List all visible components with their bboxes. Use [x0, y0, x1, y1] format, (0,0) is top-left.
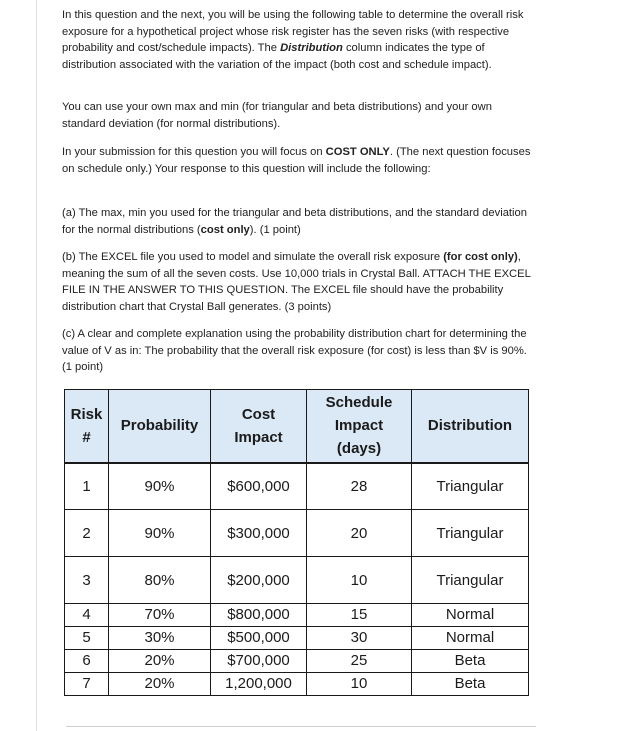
- intro-paragraph: [62, 7, 532, 73]
- cell-risk: 5: [65, 627, 109, 650]
- distribution-emphasis: Distribution: [280, 42, 343, 54]
- cell-risk: 4: [65, 604, 109, 627]
- cell-risk: 2: [65, 510, 109, 557]
- cell-distribution: Triangular: [412, 463, 529, 510]
- own-parameters-text: You can use your own max and min (for triangular and beta distributions) and your own standard deviation (for normal distributions).: [62, 101, 492, 130]
- header-cost-impact: [211, 390, 307, 463]
- cell-distribution: Normal: [412, 604, 529, 627]
- cell-risk: 7: [65, 673, 109, 696]
- cell-cost: $500,000: [211, 627, 307, 650]
- table-row: [65, 604, 529, 627]
- table-row: [65, 650, 529, 673]
- cell-distribution: Beta: [412, 673, 529, 696]
- header-cost-line1: Cost: [241, 405, 276, 423]
- cell-schedule: 10: [307, 673, 412, 696]
- item-c-text: (c) A clear and complete explanation using the probability distribution chart for determining the value of V as in: The probability that the overall risk exposure (for cost) is less than $V is 90%. (1 point): [62, 328, 527, 373]
- item-a-points: ). (1 point): [249, 223, 301, 236]
- intro-text-end: column indicates the type of distribution associated with the variation of the impact (both cost and schedule impact).: [62, 42, 492, 71]
- cell-distribution: Triangular: [412, 510, 529, 557]
- item-b-emphasis: (for cost only): [443, 251, 518, 263]
- header-schedule-line3: (days): [336, 440, 382, 458]
- cell-schedule: 15: [307, 604, 412, 627]
- table-row: [65, 463, 529, 510]
- focus-text-end: . (The next question focuses on schedule only.) Your response to this question will include the following:: [62, 146, 531, 175]
- table-header-row: [65, 390, 529, 463]
- table-row: [65, 510, 529, 557]
- cell-probability: 30%: [109, 627, 211, 650]
- header-schedule-line1: Schedule: [325, 394, 393, 412]
- item-a-paragraph: [62, 205, 532, 238]
- cell-distribution: Normal: [412, 627, 529, 650]
- cost-only-emphasis: COST ONLY: [325, 146, 390, 158]
- cell-cost: $600,000: [211, 463, 307, 510]
- cell-cost: $300,000: [211, 510, 307, 557]
- cell-schedule: 28: [307, 463, 412, 510]
- cell-risk: 6: [65, 650, 109, 673]
- cell-schedule: 20: [307, 510, 412, 557]
- item-a-emphasis: cost only: [200, 223, 250, 236]
- header-probability: Probability: [109, 390, 211, 463]
- submission-focus-paragraph: [62, 144, 532, 177]
- header-schedule-line2: Impact: [334, 417, 384, 435]
- item-b-paragraph: [62, 249, 532, 315]
- table-row: [65, 673, 529, 696]
- cell-cost: $700,000: [211, 650, 307, 673]
- focus-text: In your submission for this question you will focus on: [62, 146, 326, 158]
- cell-schedule: 25: [307, 650, 412, 673]
- cell-risk: 3: [65, 557, 109, 604]
- header-cost-line2: Impact: [234, 428, 283, 446]
- item-b-text: (b) The EXCEL file you used to model and simulate the overall risk exposure: [62, 251, 444, 263]
- risk-register-table: [64, 389, 529, 696]
- cell-risk: 1: [65, 463, 109, 510]
- header-risk: [65, 390, 109, 463]
- cell-probability: 90%: [109, 463, 211, 510]
- cell-probability: 70%: [109, 604, 211, 627]
- cell-schedule: 30: [307, 627, 412, 650]
- cell-probability: 80%: [109, 557, 211, 604]
- cell-cost: $200,000: [211, 557, 307, 604]
- header-risk-line2: #: [82, 428, 91, 446]
- cell-probability: 20%: [109, 673, 211, 696]
- header-risk-line1: Risk: [70, 405, 103, 423]
- cell-schedule: 10: [307, 557, 412, 604]
- header-distribution: Distribution: [412, 390, 529, 463]
- item-c-paragraph: [62, 326, 532, 376]
- table-row: [65, 557, 529, 604]
- table-row: [65, 627, 529, 650]
- cell-cost: 1,200,000: [211, 673, 307, 696]
- own-parameters-paragraph: [62, 99, 532, 132]
- item-b-text-end: , meaning the sum of all the seven costs. Use 10,000 trials in Crystal Ball. ATTACH THE EXCEL FILE IN THE ANSWER TO THIS QUESTION. The EXCEL file should have the probability distribution chart that Crystal Ball generates. (3 points): [62, 251, 531, 313]
- cell-distribution: Triangular: [412, 557, 529, 604]
- cell-distribution: Beta: [412, 650, 529, 673]
- left-margin-rule: [36, 0, 37, 731]
- bottom-divider: [66, 726, 536, 727]
- cell-probability: 20%: [109, 650, 211, 673]
- item-a-text: (a) The max, min you used for the triangular and beta distributions, and the standard deviation for the normal distributions (: [62, 207, 527, 236]
- header-schedule-impact: [307, 390, 412, 463]
- cell-cost: $800,000: [211, 604, 307, 627]
- cell-probability: 90%: [109, 510, 211, 557]
- intro-text: In this question and the next, you will be using the following table to determine the overall risk exposure for a hypothetical project whose risk register has the seven risks (with respective probability and cost/schedule impacts). The: [62, 9, 524, 54]
